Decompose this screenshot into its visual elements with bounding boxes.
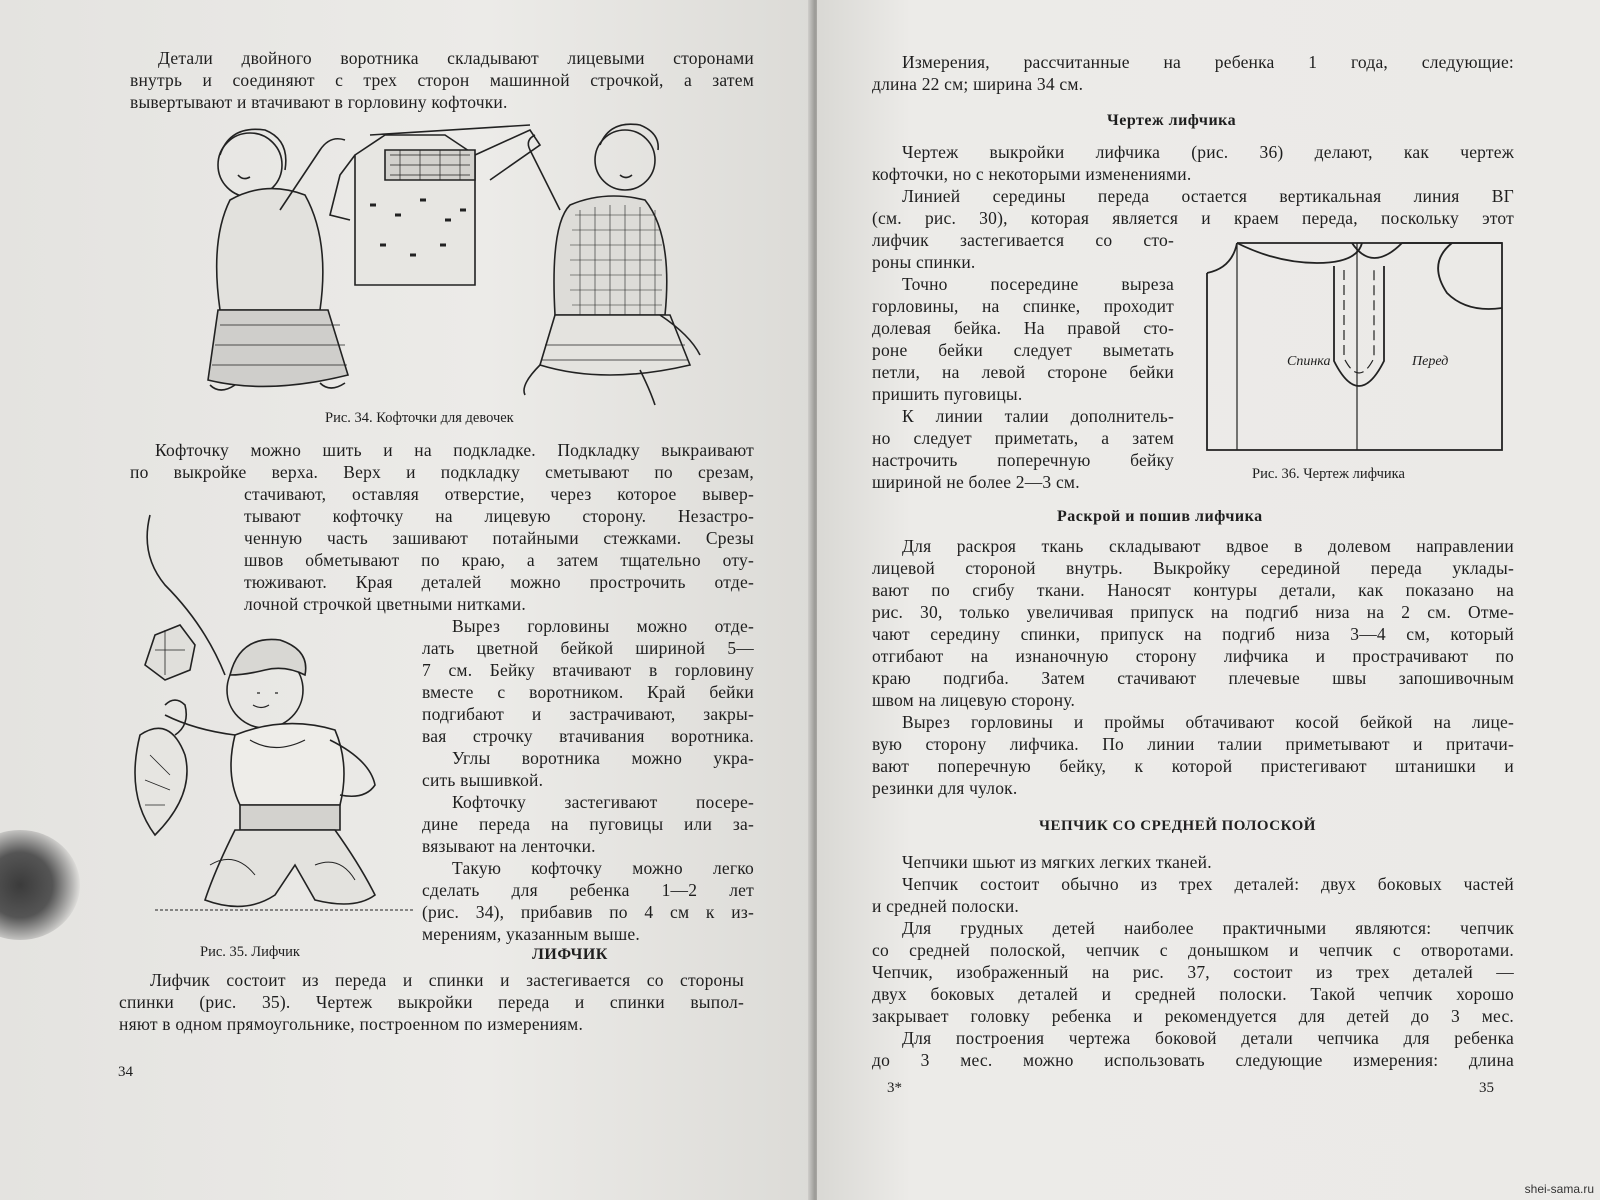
text-line: роны спинки. xyxy=(872,252,976,272)
text-line: Кофточку застегивают посере- xyxy=(452,792,754,812)
text-line: няют в одном прямоугольнике, построенном по измерениям. xyxy=(119,1014,584,1034)
text-line: дине переда на пуговицы или за- xyxy=(422,814,754,834)
text-line: со средней полоской, чепчик с донышком и чепчик с отворотами. xyxy=(872,940,1514,960)
text-line: горловины, на спинке, проходит xyxy=(872,296,1174,316)
text-line: роне бейки следует выметать xyxy=(872,340,1174,360)
text-line: внутрь и соединяют с трех сторон машинной строчкой, а затем xyxy=(130,70,754,90)
text-line: спинки (рис. 35). Чертеж выкройки переда и спинки выпол- xyxy=(119,992,744,1012)
text-line: Точно посередине выреза xyxy=(902,274,1174,294)
text-line: 7 см. Бейку втачивают в горловину xyxy=(422,660,754,680)
text-line: тюживают. Края деталей можно прострочить отде- xyxy=(244,572,754,592)
text-line: закрывает головку ребенка и рекомендуется для детей до 3 мес. xyxy=(872,1006,1514,1026)
text-line: вязывают на ленточки. xyxy=(422,836,596,856)
figure-34-girls-blouses xyxy=(180,115,710,410)
text-line: вают поперечную бейку, к которой пристегивают штанишки и xyxy=(872,756,1514,776)
figure-35-boy-lifchik xyxy=(125,505,420,945)
text-line: длина 22 см; ширина 34 см. xyxy=(872,74,1084,94)
text-line: мерениям, указанным выше. xyxy=(422,924,640,944)
text-line: ченную часть зашивают потайными стежками. Срезы xyxy=(244,528,754,548)
text-line: Вырез горловины можно отде- xyxy=(452,616,754,636)
figure-36-label-back: Спинка xyxy=(1287,354,1331,369)
text-line: Детали двойного воротника складывают лицевыми сторонами xyxy=(158,48,754,68)
figure-36-lifchik-draft xyxy=(1202,238,1507,458)
figure-36-caption: Рис. 36. Чертеж лифчика xyxy=(1252,466,1405,482)
text-line: Чертеж выкройки лифчика (рис. 36) делают, как чертеж xyxy=(902,142,1514,162)
text-line: лочной строчкой цветными нитками. xyxy=(244,594,526,614)
text-line: Кофточку можно шить и на подкладке. Подкладку выкраивают xyxy=(155,440,754,460)
text-line: вают по сгибу ткани. Наносят контуры детали, как показано на xyxy=(872,580,1514,600)
text-line: и средней полоски. xyxy=(872,896,1019,916)
text-line: отгибают на изнаночную сторону лифчика и прострачивают по xyxy=(872,646,1514,666)
text-line: Для раскроя ткань складывают вдвое в долевом направлении xyxy=(902,536,1514,556)
ink-stain xyxy=(0,830,80,940)
text-line: подгибают и застрачивают, закры- xyxy=(422,704,754,724)
text-line: Чепчик состоит обычно из трех деталей: двух боковых частей xyxy=(902,874,1514,894)
text-line: петли, на левой стороне бейки xyxy=(872,362,1174,382)
signature-mark: 3* xyxy=(887,1080,902,1096)
text-line: пришить пуговицы. xyxy=(872,384,1023,404)
text-line: Линией середины переда остается вертикальная линия ВГ xyxy=(902,186,1514,206)
text-line: Чепчик, изображенный на рис. 37, состоит из трех деталей — xyxy=(872,962,1514,982)
section-heading: Раскрой и пошив лифчика xyxy=(1057,508,1263,525)
text-line: до 3 мес. можно использовать следующие измерения: длина xyxy=(872,1050,1514,1070)
page-number: 34 xyxy=(118,1064,133,1080)
text-line: Углы воротника можно укра- xyxy=(452,748,754,768)
section-heading: ЛИФЧИК xyxy=(532,946,608,963)
text-line: двух боковых деталей и средней полоски. Такой чепчик хорошо xyxy=(872,984,1514,1004)
text-line: Для построения чертежа боковой детали чепчика для ребенка xyxy=(902,1028,1514,1048)
text-line: (рис. 34), прибавив по 4 см к из- xyxy=(422,902,754,922)
text-line: Чепчики шьют из мягких легких тканей. xyxy=(902,852,1212,872)
text-line: К линии талии дополнитель- xyxy=(902,406,1174,426)
section-heading: ЧЕПЧИК СО СРЕДНЕЙ ПОЛОСКОЙ xyxy=(1039,818,1316,834)
text-line: вместе с воротником. Край бейки xyxy=(422,682,754,702)
text-line: Для грудных детей наиболее практичными являются: чепчик xyxy=(902,918,1514,938)
text-line: лицевой стороной внутрь. Выкройку серединой переда уклады- xyxy=(872,558,1514,578)
text-line: по выкройке верха. Верх и подкладку сметывают по срезам, xyxy=(130,462,754,482)
text-line: Вырез горловины и проймы обтачивают косой бейкой на лице- xyxy=(902,712,1514,732)
text-line: чают середину спинки, припуск на подгиб низа 3—4 см, который xyxy=(872,624,1514,644)
text-line: вывертывают и втачивают в горловину кофточки. xyxy=(130,92,508,112)
figure-34-caption: Рис. 34. Кофточки для девочек xyxy=(325,410,514,426)
text-line: Измерения, рассчитанные на ребенка 1 года, следующие: xyxy=(902,52,1514,72)
text-line: краю подгиба. Затем стачивают плечевые швы запошивочным xyxy=(872,668,1514,688)
figure-36-label-front: Перед xyxy=(1412,354,1449,369)
text-line: (см. рис. 30), которая является и краем переда, поскольку этот xyxy=(872,208,1514,228)
text-line: лифчик застегивается со сто- xyxy=(872,230,1174,250)
text-line: сделать для ребенка 1—2 лет xyxy=(422,880,754,900)
text-line: кофточки, но с некоторыми изменениями. xyxy=(872,164,1192,184)
page-number: 35 xyxy=(1479,1080,1494,1096)
text-line: Лифчик состоит из переда и спинки и застегивается со стороны xyxy=(150,970,744,990)
text-line: лать цветной бейкой шириной 5— xyxy=(422,638,754,658)
figure-35-caption: Рис. 35. Лифчик xyxy=(200,944,300,960)
text-line: стачивают, оставляя отверстие, через которое вывер- xyxy=(244,484,754,504)
text-line: вую сторону лифчика. По линии талии приметывают и притачи- xyxy=(872,734,1514,754)
text-line: вая строчку втачивания воротника. xyxy=(422,726,754,746)
text-line: швом на лицевую сторону. xyxy=(872,690,1076,710)
text-line: сить вышивкой. xyxy=(422,770,544,790)
text-line: рис. 30, только увеличивая припуск на подгиб низа на 2 см. Отме- xyxy=(872,602,1514,622)
text-line: тывают кофточку на лицевую сторону. Незастро- xyxy=(244,506,754,526)
text-line: но следует приметать, а затем xyxy=(872,428,1174,448)
text-line: настрочить поперечную бейку xyxy=(872,450,1174,470)
right-page xyxy=(817,0,1600,1200)
text-line: шириной не более 2—3 см. xyxy=(872,472,1080,492)
section-heading: Чертеж лифчика xyxy=(1107,112,1237,129)
text-line: резинки для чулок. xyxy=(872,778,1018,798)
text-line: швов обметывают по краю, а затем тщательно оту- xyxy=(244,550,754,570)
text-line: долевая бейка. На правой сто- xyxy=(872,318,1174,338)
watermark: shei-sama.ru xyxy=(1524,1182,1594,1196)
text-line: Такую кофточку можно легко xyxy=(452,858,754,878)
